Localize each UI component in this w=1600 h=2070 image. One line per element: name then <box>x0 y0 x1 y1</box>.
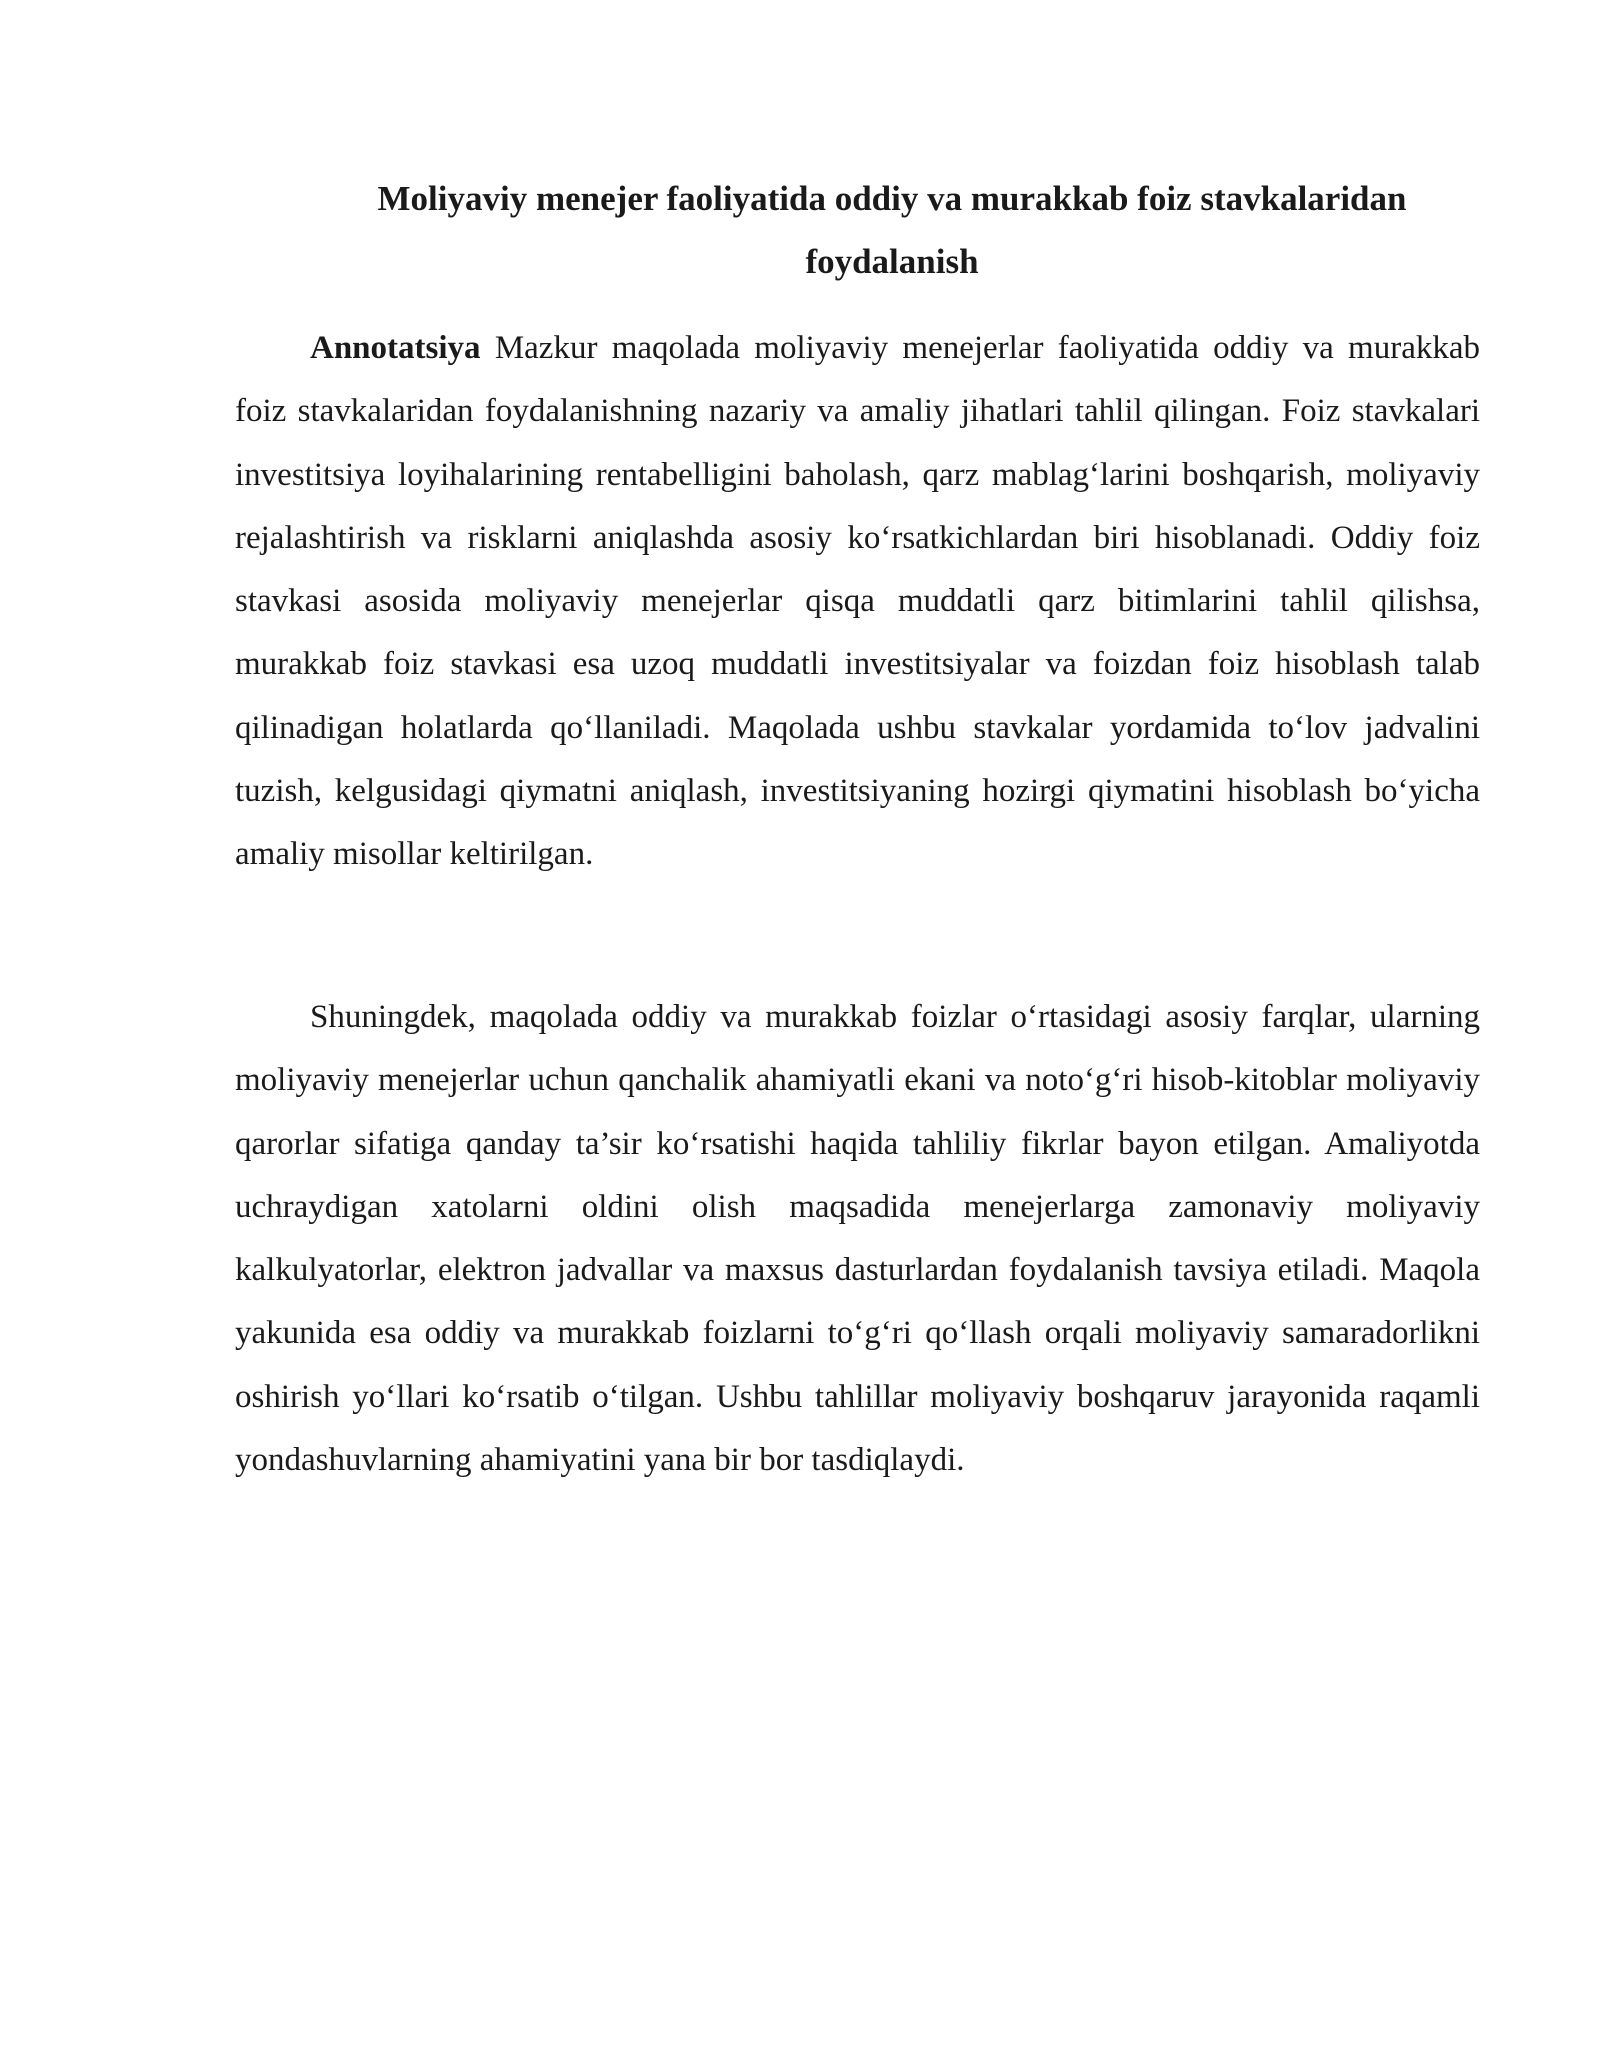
annotation-paragraph <box>235 317 1480 887</box>
annotation-text: Mazkur maqolada moliyaviy menejerlar faoliyatida oddiy va murakkab foiz stavkalaridan foydalanishning nazariy va amaliy jihatlari tahlil qilingan. Foiz stavkalari investitsiya loyihalarining rentabelligini baholash, qarz mablag‘larini boshqarish, moliyaviy rejalashtirish va risklarni aniqlashda asosiy ko‘rsatkichlardan biri hisoblanadi. Oddiy foiz stavkasi asosida moliyaviy menejerlar qisqa muddatli qarz bitimlarini tahlil qilishsa, murakkab foiz stavkasi esa uzoq muddatli investitsiyalar va foizdan foiz hisoblash talab qilinadigan holatlarda qo‘llaniladi. Maqolada ushbu stavkalar yordamida to‘lov jadvalini tuzish, kelgusidagi qiymatni aniqlash, investitsiyaning hozirgi qiymatini hisoblash bo‘yicha amaliy misollar keltirilgan. <box>235 330 1480 873</box>
annotation-label: Annotatsiya <box>310 330 481 366</box>
body-paragraph-text: Shuningdek, maqolada oddiy va murakkab foizlar o‘rtasidagi asosiy farqlar, ularning moliyaviy menejerlar uchun qanchalik ahamiyatli ekani va noto‘g‘ri hisob-kitoblar moliyaviy qarorlar sifatiga qanday ta’sir ko‘rsatishi haqida tahliliy fikrlar bayon etilgan. Amaliyotda uchraydigan xatolarni oldini olish maqsadida menejerlarga zamonaviy moliyaviy kalkulyatorlar, elektron jadvallar va maxsus dasturlardan foydalanish tavsiya etiladi. Maqola yakunida esa oddiy va murakkab foizlarni to‘g‘ri qo‘llash orqali moliyaviy samaradorlikni oshirish yo‘llari ko‘rsatib o‘tilgan. Ushbu tahlillar moliyaviy boshqaruv jarayonida raqamli yondashuvlarning ahamiyatini yana bir bor tasdiqlaydi. <box>235 999 1480 1479</box>
body-paragraph <box>235 986 1480 1492</box>
document-title: Moliyaviy menejer faoliyatida oddiy va murakkab foiz stavkalaridan foydalanish <box>377 179 1407 281</box>
